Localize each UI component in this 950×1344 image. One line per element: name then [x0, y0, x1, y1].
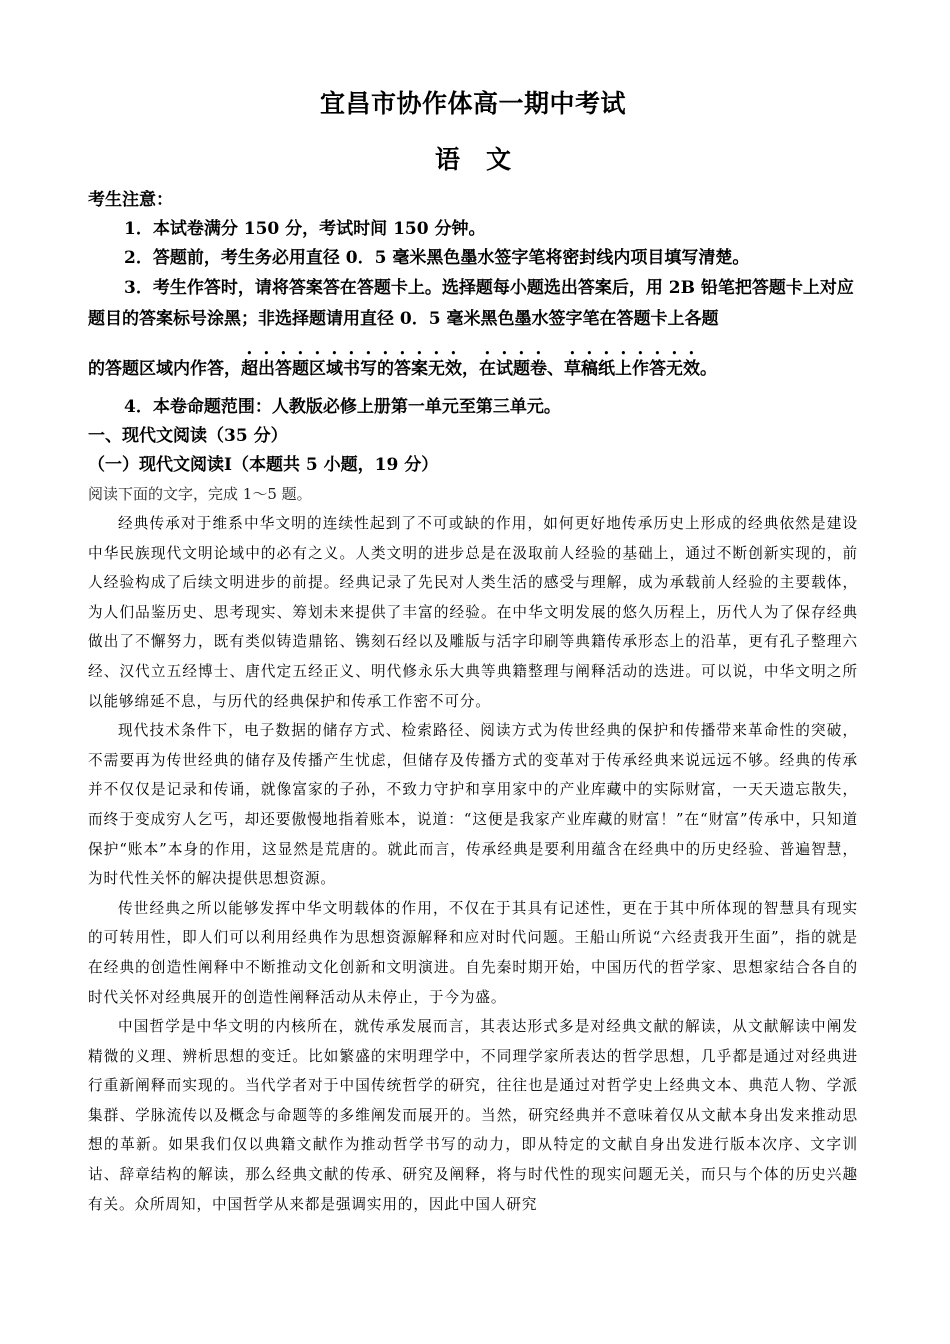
notice-item-3-tail — [88, 349, 858, 385]
notice-item-1: 1．本试卷满分 150 分，考试时间 150 分钟。 — [124, 219, 486, 239]
emphasis-answer-invalid: 超出答题区域书写的答案无效 — [241, 359, 462, 379]
notice-item-4: 4．本卷命题范围：人教版必修上册第一单元至第三单元。 — [124, 397, 561, 417]
exam-page — [88, 86, 858, 1219]
notice-item-2: 2．答题前，考生务必用直径 0．5 毫米黑色墨水签字笔将密封线内项目填写清楚。 — [124, 248, 750, 268]
passage-paragraph-3: 传世经典之所以能够发挥中华文明载体的作用，不仅在于其具有记述性，更在于其中所体现的智慧具有现实的可转用性，即人们可以利用经典作为思想资源解释和应对时代问题。王船山所说“六经责我开生面”，指的就是在经典的创造性阐释中不断推动文化创新和文明演进。自先秦时期开始，中国历代的哲学家、思想家结合各自的时代关怀对经典展开的创造性阐释活动从未停止，于今为盛。 — [88, 899, 858, 1006]
passage-paragraph-2: 现代技术条件下，电子数据的储存方式、检索路径、阅读方式为传世经典的保护和传播带来革命性的突破，不需要再为传世经典的储存及传播产生忧虑，但储存及传播方式的变革对于传承经典来说远远不够。经典的传承并不仅仅是记录和传诵，就像富家的子孙，不致力守护和享用家中的产业库藏中的实际财富，一天天遗忘散失，而终于变成穷人乞丐，却还要傲慢地指着账本，说道：“这便是我家产业库藏的财富！”在“财富”传承中，只知道保护“账本”本身的作用，这显然是荒唐的。就此而言，传承经典是要利用蕴含在经典中的历史经验、普遍智慧，为时代性关怀的解决提供思想资源。 — [88, 722, 858, 888]
notice-item-3-tail-d: 。 — [700, 359, 717, 379]
notice-item-3-tail-c: 、 — [547, 359, 564, 379]
emphasis-draft-invalid: 草稿纸上作答无效 — [564, 359, 700, 379]
emphasis-test-paper: 在试题卷 — [479, 359, 547, 379]
exam-title: 宜昌市协作体高一期中考试 — [319, 89, 626, 118]
notice-item-3-tail-a: 的答题区域内作答， — [88, 359, 241, 379]
notice-heading: 考生注意： — [88, 190, 173, 210]
notice-item-3 — [88, 273, 858, 385]
reading-instruction: 阅读下面的文字，完成 1～5 题。 — [88, 485, 312, 503]
notice-item-3-tail-b: ， — [462, 359, 479, 379]
passage-paragraph-4: 中国哲学是中华文明的内核所在，就传承发展而言，其表达形式多是对经典文献的解读，从文献解读中阐发精微的义理、辨析思想的变迁。比如繁盛的宋明理学中，不同理学家所表达的哲学思想，几乎都是通过对经典进行重新阐释而实现的。当代学者对于中国传统哲学的研究，往往也是通过对哲学史上经典文本、典范人物、学派集群、学脉流传以及概念与命题等的多维阐发而展开的。当然，研究经典并不意味着仅从文献本身出发来推动思想的革新。如果我们仅以典籍文献作为推动哲学书写的动力，即从特定的文献自身出发进行版本次序、文字训诂、辞章结构的解读，那么经典文献的传承、研究及阐释，将与时代性的现实问题无关，而只与个体的历史兴趣有关。众所周知，中国哲学从来都是强调实用的，因此中国人研究 — [88, 1018, 858, 1213]
notice-item-3-head: 3．考生作答时，请将答案答在答题卡上。选择题每小题选出答案后，用 2B 铅笔把答题卡上对应题目的答案标号涂黑；非选择题请用直径 0．5 毫米黑色墨水签字笔在答题卡上各题 — [88, 278, 854, 329]
passage-paragraph-1: 经典传承对于维系中华文明的连续性起到了不可或缺的作用，如何更好地传承历史上形成的经典依然是建设中华民族现代文明论域中的必有之义。人类文明的进步总是在汲取前人经验的基础上，通过不断创新实现的，前人经验构成了后续文明进步的前提。经典记录了先民对人类生活的感受与理解，成为承载前人经验的主要载体，为人们品鉴历史、思考现实、筹划未来提供了丰富的经验。在中华文明发展的悠久历程上，历代人为了保存经典做出了不懈努力，既有类似铸造鼎铭、镌刻石经以及雕版与活字印刷等典籍传承形态上的沿革，更有孔子整理六经、汉代立五经博士、唐代定五经正义、明代修永乐大典等典籍整理与阐释活动的迭进。可以说，中华文明之所以能够绵延不息，与历代的经典保护和传承工作密不可分。 — [88, 515, 858, 710]
subject-title: 语文 — [434, 145, 537, 174]
section-part1-heading: 一、现代文阅读（35 分） — [88, 426, 288, 446]
section-part1-sub-heading: （一）现代文阅读Ⅰ（本题共 5 小题，19 分） — [88, 455, 439, 475]
